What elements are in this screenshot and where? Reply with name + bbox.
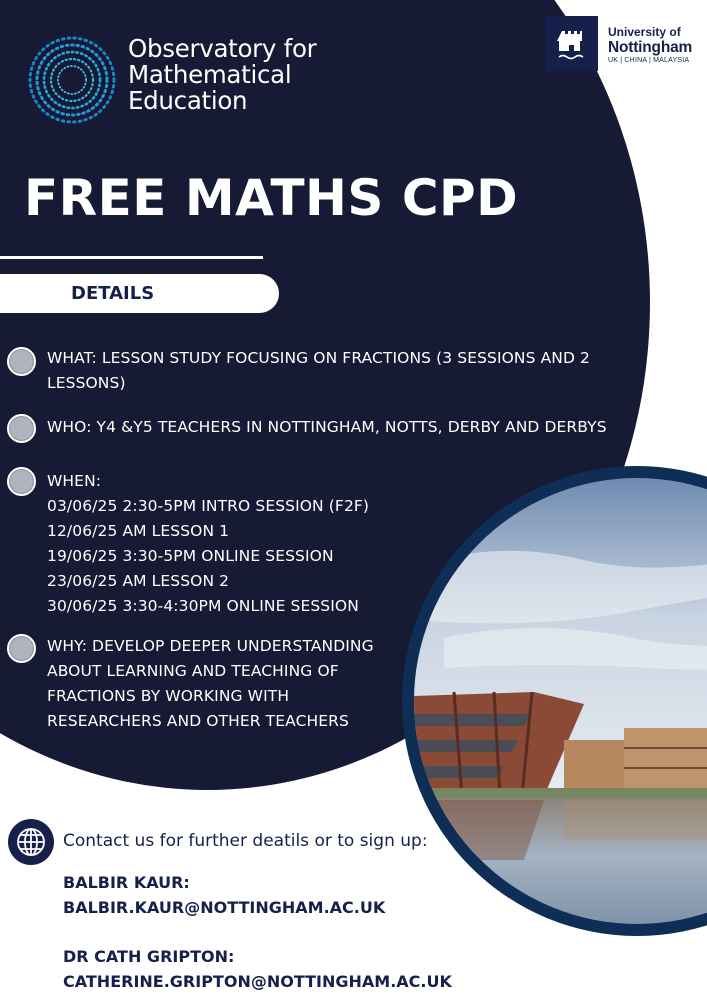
observatory-name-line-3: Education: [128, 86, 248, 115]
when-item: 19/06/25 3:30-5PM ONLINE SESSION: [47, 547, 334, 565]
university-line-1: University of: [608, 25, 681, 39]
globe-icon: [7, 818, 55, 866]
headline: FREE MATHS CPD: [24, 169, 519, 227]
bullet-what-icon: [7, 347, 36, 376]
why-line: WHY: DEVELOP DEEPER UNDERSTANDING: [47, 637, 374, 655]
why-line: ABOUT LEARNING AND TEACHING OF: [47, 662, 339, 680]
contact-email-link[interactable]: BALBIR.KAUR@NOTTINGHAM.AC.UK: [63, 898, 386, 917]
observatory-name: [128, 36, 316, 114]
why-line: FRACTIONS BY WORKING WITH: [47, 687, 290, 705]
contact-prompt: Contact us for further deatils or to sign up:: [63, 831, 428, 851]
bullet-why-icon: [7, 634, 36, 663]
bullet-when-icon: [7, 467, 36, 496]
what-line-2: LESSONS): [47, 374, 126, 392]
castle-crest-icon: [545, 16, 598, 71]
what-line-1: WHAT: LESSON STUDY FOCUSING ON FRACTIONS (3 SESSIONS AND 2: [47, 349, 591, 367]
when-heading: WHEN:: [47, 472, 102, 490]
university-line-2: Nottingham: [608, 39, 693, 56]
observatory-name-line-2: Mathematical: [128, 60, 292, 89]
divider: [0, 256, 263, 259]
university-line-3: UK | CHINA | MALAYSIA: [608, 57, 690, 64]
why-line: RESEARCHERS AND OTHER TEACHERS: [47, 712, 349, 730]
observatory-logo: [0, 0, 360, 160]
contact-name: BALBIR KAUR:: [63, 873, 190, 892]
university-wordmark: [608, 26, 692, 66]
when-item: 03/06/25 2:30-5PM INTRO SESSION (F2F): [47, 497, 370, 515]
university-logo: [545, 16, 707, 72]
bullet-who-icon: [7, 414, 36, 443]
spiral-dots-icon: [26, 34, 118, 126]
when-item: 23/06/25 AM LESSON 2: [47, 572, 230, 590]
details-label: DETAILS: [71, 283, 155, 304]
contact-name: DR CATH GRIPTON:: [63, 947, 235, 966]
when-item: 12/06/25 AM LESSON 1: [47, 522, 230, 540]
observatory-name-line-1: Observatory for: [128, 34, 317, 63]
contact-email-link[interactable]: CATHERINE.GRIPTON@NOTTINGHAM.AC.UK: [63, 972, 452, 991]
who-line: WHO: Y4 &Y5 TEACHERS IN NOTTINGHAM, NOTTS, DERBY AND DERBYS: [47, 418, 607, 436]
when-item: 30/06/25 3:30-4:30PM ONLINE SESSION: [47, 597, 359, 615]
